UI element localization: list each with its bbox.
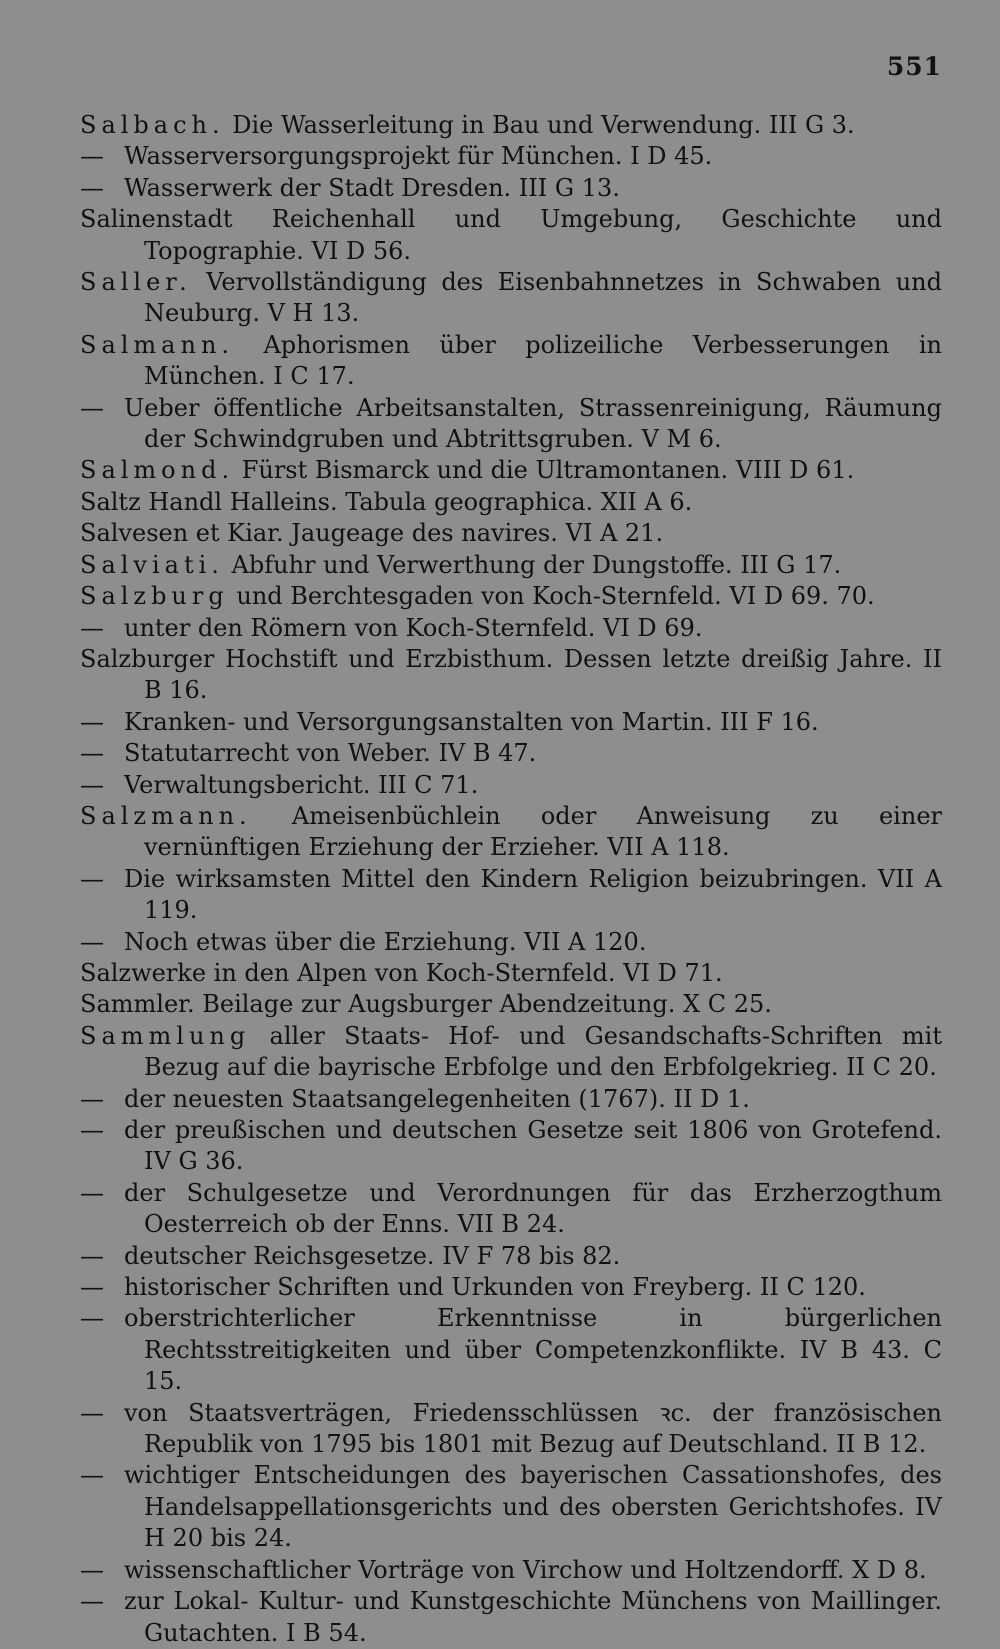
index-entry (80, 864, 942, 927)
entry-text: Salinenstadt Reichenhall und Umgebung, Geschichte und Topographie. VI D 56. (80, 205, 942, 265)
entry-text: Sammler. Beilage zur Augsburger Abendzeitung. X C 25. (80, 990, 772, 1019)
index-entry (80, 644, 942, 707)
index-entry (80, 1303, 942, 1397)
index-entry (80, 267, 942, 330)
entry-text: unter den Römern von Koch-Sternfeld. VI D 69. (124, 613, 703, 642)
entry-text: der preußischen und deutschen Gesetze seit 1806 von Grotefend. IV G 36. (124, 1116, 942, 1176)
entry-text: von Staatsverträgen, Friedensschlüssen ꝛc. der französischen Republik von 1795 bis 1801 mit Bezug auf Deutschland. II B 12. (124, 1398, 942, 1459)
ditto-dash: — (80, 173, 104, 202)
entry-text: Die wirksamsten Mittel den Kindern Religion beizubringen. VII A 119. (124, 864, 942, 925)
ditto-dash: — (80, 1555, 104, 1584)
entry-text: Vervollständigung des Eisenbahnnetzes in Schwaben und Neuburg. V H 13. (144, 268, 942, 328)
index-entry (80, 1241, 942, 1272)
ditto-dash: — (80, 1116, 104, 1144)
index-entry (80, 1586, 942, 1649)
entry-heading: Salbach. (80, 111, 225, 139)
ditto-dash: — (80, 613, 104, 642)
index-entry (80, 1115, 942, 1178)
index-entry (80, 770, 942, 801)
entry-heading: Salzburg (80, 582, 229, 611)
entry-text: Fürst Bismarck und die Ultramontanen. VIII D 61. (234, 456, 855, 485)
index-entry (80, 550, 942, 581)
index-entry (80, 989, 942, 1020)
index-entry (80, 958, 942, 989)
entry-text: wichtiger Entscheidungen des bayerischen Cassationshofes, des Handelsappellationsgerichts und des obersten Gerichtshofes. IV H 20 bis 24. (124, 1461, 942, 1553)
index-entry (80, 393, 942, 456)
entry-text: Salzburger Hochstift und Erzbisthum. Dessen letzte dreißig Jahre. II B 16. (80, 644, 942, 705)
index-entry (80, 518, 942, 549)
index-entry (80, 1460, 942, 1554)
index-entry (80, 927, 942, 958)
entry-text: Verwaltungsbericht. III C 71. (124, 770, 479, 799)
index-entry (80, 1021, 942, 1084)
entry-text: Wasserversorgungsprojekt für München. I D 45. (124, 142, 713, 171)
index-entry (80, 1555, 942, 1586)
index-entry (80, 204, 942, 267)
index-entry (80, 141, 942, 172)
entry-text: oberstrichterlicher Erkenntnisse in bürgerlichen Rechtsstreitigkeiten und über Competenzkonflikte. IV B 43. C 15. (124, 1304, 942, 1396)
entry-heading: Sammlung (80, 1021, 251, 1050)
ditto-dash: — (80, 864, 104, 893)
ditto-dash: — (80, 393, 104, 422)
entry-heading: Salmond. (80, 456, 235, 485)
index-entry (80, 707, 942, 738)
entry-text: Ueber öffentliche Arbeitsanstalten, Strassenreinigung, Räumung der Schwindgruben und Abtrittsgruben. V M 6. (124, 393, 942, 454)
ditto-dash: — (80, 1461, 104, 1490)
entry-text: Wasserwerk der Stadt Dresden. III G 13. (124, 173, 620, 202)
entry-text: wissenschaftlicher Vorträge von Virchow und Holtzendorff. X D 8. (124, 1555, 927, 1584)
entry-heading: Salzmann. (80, 801, 252, 830)
entry-heading: Saller. (80, 268, 192, 297)
ditto-dash: — (80, 1084, 104, 1113)
entry-heading: Salmann. (80, 330, 235, 359)
index-entries (80, 110, 942, 1649)
entry-text: Ameisenbüchlein oder Anweisung zu einer vernünftigen Erziehung der Erzieher. VII A 118. (144, 801, 942, 862)
ditto-dash: — (80, 707, 104, 736)
entry-heading: Salviati. (80, 550, 224, 579)
entry-text: Salzwerke in den Alpen von Koch-Sternfeld. VI D 71. (80, 958, 723, 987)
entry-text: der neuesten Staatsangelegenheiten (1767). II D 1. (124, 1084, 750, 1113)
index-entry (80, 455, 942, 486)
index-entry (80, 1272, 942, 1303)
index-entry (80, 330, 942, 393)
index-entry (80, 173, 942, 204)
index-entry (80, 1084, 942, 1115)
entry-text: Saltz Handl Halleins. Tabula geographica. XII A 6. (80, 487, 693, 516)
ditto-dash: — (80, 1273, 104, 1302)
index-entry (80, 110, 942, 141)
entry-text: und Berchtesgaden von Koch-Sternfeld. VI D 69. 70. (228, 582, 875, 611)
entry-text: Aphorismen über polizeiliche Verbesserungen in München. I C 17. (144, 330, 942, 391)
entry-text: der Schulgesetze und Verordnungen für das Erzherzogthum Oesterreich ob der Enns. VII B 24. (124, 1178, 942, 1239)
entry-text: Salvesen et Kiar. Jaugeage des navires. VI A 21. (80, 519, 664, 548)
index-entry (80, 1398, 942, 1461)
entry-text: deutscher Reichsgesetze. IV F 78 bis 82. (124, 1241, 621, 1270)
ditto-dash: — (80, 770, 104, 799)
entry-text: Die Wasserleitung in Bau und Verwendung. III G 3. (224, 111, 855, 139)
index-entry (80, 581, 942, 612)
entry-text: historischer Schriften und Urkunden von Freyberg. II C 120. (124, 1273, 866, 1302)
ditto-dash: — (80, 1241, 104, 1270)
ditto-dash: — (80, 1304, 104, 1333)
ditto-dash: — (80, 142, 104, 171)
entry-text: Abfuhr und Verwerthung der Dungstoffe. III G 17. (223, 550, 842, 579)
index-entry (80, 801, 942, 864)
entry-text: Kranken- und Versorgungsanstalten von Martin. III F 16. (124, 707, 819, 736)
ditto-dash: — (80, 739, 104, 768)
ditto-dash: — (80, 1587, 104, 1616)
index-entry (80, 1178, 942, 1241)
index-entry (80, 487, 942, 518)
entry-text: Noch etwas über die Erziehung. VII A 120. (124, 927, 647, 956)
index-entry (80, 738, 942, 769)
ditto-dash: — (80, 1178, 104, 1207)
entry-text: zur Lokal- Kultur- und Kunstgeschichte Münchens von Maillinger. Gutachten. I B 54. (124, 1587, 942, 1647)
index-entry (80, 613, 942, 644)
entry-text: aller Staats- Hof- und Gesandschafts-Schriften mit Bezug auf die bayrische Erbfolge und den Erbfolgekrieg. II C 20. (144, 1021, 942, 1082)
entry-text: Statutarrecht von Weber. IV B 47. (124, 739, 537, 768)
ditto-dash: — (80, 927, 104, 956)
ditto-dash: — (80, 1398, 104, 1427)
page-number: 551 (886, 52, 942, 81)
